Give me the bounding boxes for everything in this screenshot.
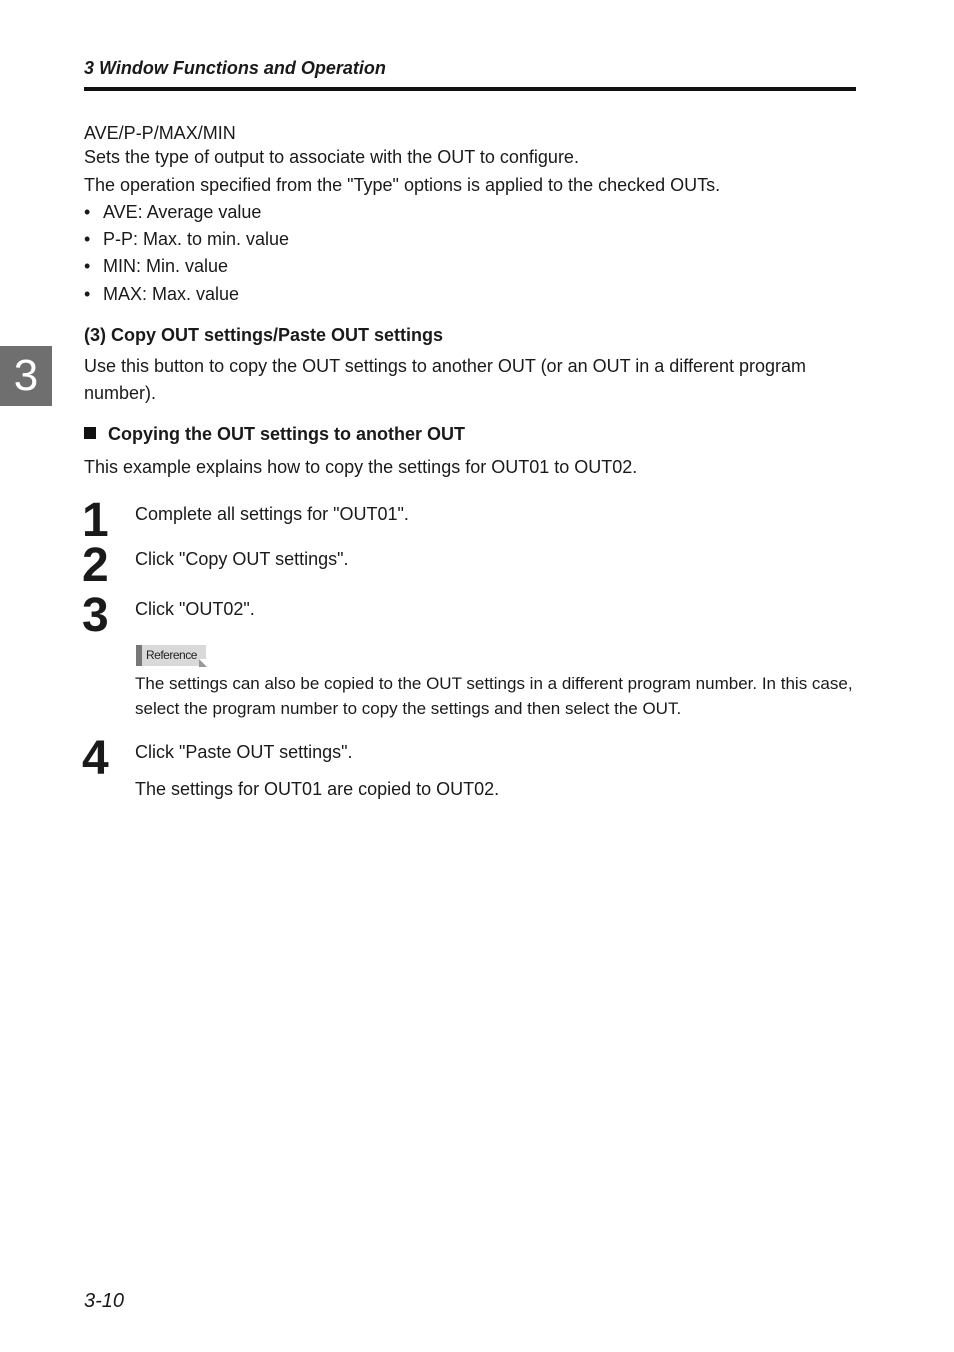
step-text-4: Click "Paste OUT settings". [135, 742, 353, 762]
bullet-item-ave: • AVE: Average value [84, 202, 262, 222]
bullet-item-max: • MAX: Max. value [84, 284, 240, 304]
copy-section-desc-1: Use this button to copy the OUT settings to another OUT (or an OUT in a different program [84, 356, 807, 376]
result-text: The settings for OUT01 are copied to OUT02. [135, 779, 500, 799]
step-text-2: Click "Copy OUT settings". [135, 549, 349, 569]
header-rule [84, 87, 856, 91]
bullet-text: AVE: Average value [103, 202, 262, 222]
page-fold-icon [199, 659, 207, 667]
copy-subheading [84, 421, 465, 448]
ave-description-2: The operation specified from the "Type" options is applied to the checked OUTs. [84, 175, 721, 195]
example-text: This example explains how to copy the settings for OUT01 to OUT02. [84, 457, 638, 477]
page-number: 3-10 [84, 1290, 125, 1312]
bullet-item-pp: • P-P: Max. to min. value [84, 229, 290, 249]
reference-label-text: Reference [146, 648, 197, 662]
step-text-1: Complete all settings for "OUT01". [135, 504, 409, 524]
ave-title: AVE/P-P/MAX/MIN [84, 123, 236, 143]
bullet-text: P-P: Max. to min. value [103, 229, 290, 249]
chapter-tab: 3 [0, 346, 52, 406]
step-number-4: 4 [82, 732, 107, 785]
bullet-text: MAX: Max. value [103, 284, 240, 304]
square-bullet-icon [84, 427, 96, 439]
ave-description-1: Sets the type of output to associate with the OUT to configure. [84, 147, 579, 167]
step-number-1: 1 [82, 494, 107, 547]
copy-section-desc-2: number). [84, 383, 157, 403]
step-text-3: Click "OUT02". [135, 599, 255, 619]
copy-section-heading: (3) Copy OUT settings/Paste OUT settings [84, 325, 444, 345]
step-number-3: 3 [82, 589, 107, 642]
bullet-item-min: • MIN: Min. value [84, 256, 229, 276]
copy-subheading-text: Copying the OUT settings to another OUT [108, 424, 465, 444]
reference-text: The settings can also be copied to the OUT settings in a different program number. In this case, select the program number to copy the settings and then select the OUT. [135, 674, 853, 718]
page-header-title: 3 Window Functions and Operation [84, 58, 386, 78]
reference-label [136, 645, 206, 666]
bullet-text: MIN: Min. value [103, 256, 229, 276]
step-number-2: 2 [82, 539, 107, 592]
